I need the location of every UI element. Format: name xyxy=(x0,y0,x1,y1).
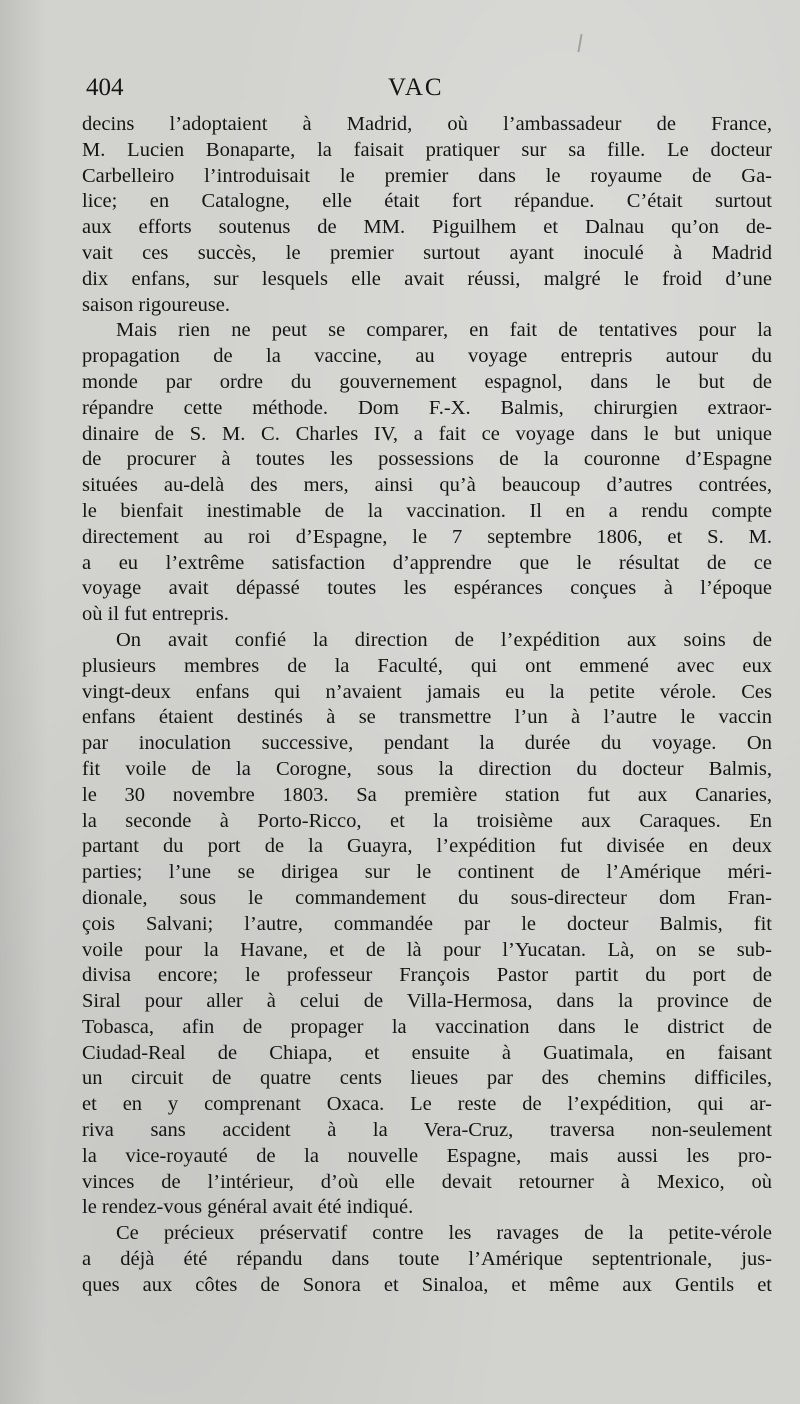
text-line: et en y comprenant Oxaca. Le reste de l’expédition, qui ar- xyxy=(82,1093,772,1116)
text-line: Ciudad-Real de Chiapa, et ensuite à Guatimala, en faisant xyxy=(82,1041,772,1064)
page-mark xyxy=(577,34,582,52)
text-line: dinaire de S. M. C. Charles IV, a fait ce voyage dans le but unique xyxy=(82,422,772,445)
body-text xyxy=(82,112,772,1299)
text-line: le 30 novembre 1803. Sa première station fut aux Canaries, xyxy=(82,783,772,806)
text-line: a déjà été répandu dans toute l’Amérique septentrionale, jus- xyxy=(82,1248,772,1271)
text-line: divisa encore; le professeur François Pastor partit du port de xyxy=(82,964,772,987)
text-line: la seconde à Porto-Ricco, et la troisième aux Caraques. En xyxy=(82,809,772,832)
text-line: le bienfait inestimable de la vaccination. Il en a rendu compte xyxy=(82,499,772,522)
text-line: un circuit de quatre cents lieues par des chemins difficiles, xyxy=(82,1067,772,1090)
text-line: Ce précieux préservatif contre les ravages de la petite-vérole xyxy=(116,1222,772,1245)
page-header xyxy=(86,70,766,106)
text-line: vait ces succès, le premier surtout ayant inoculé à Madrid xyxy=(82,241,772,264)
text-line: propagation de la vaccine, au voyage entrepris autour du xyxy=(82,345,772,368)
text-line: où il fut entrepris. xyxy=(82,603,229,626)
text-line: fit voile de la Corogne, sous la direction du docteur Balmis, xyxy=(82,757,772,780)
text-line: On avait confié la direction de l’expédition aux soins de xyxy=(116,628,772,651)
text-line: enfans étaient destinés à se transmettre l’un à l’autre le vaccin xyxy=(82,706,772,729)
text-line: a eu l’extrême satisfaction d’apprendre que le résultat de ce xyxy=(82,551,772,574)
text-line: Mais rien ne peut se comparer, en fait de tentatives pour la xyxy=(116,319,772,342)
text-line: parties; l’une se dirigea sur le continent de l’Amérique méri- xyxy=(82,861,772,884)
text-line: Tobasca, afin de propager la vaccination dans le district de xyxy=(82,1015,772,1038)
text-line: par inoculation successive, pendant la durée du voyage. On xyxy=(82,732,772,755)
text-line: dix enfans, sur lesquels elle avait réussi, malgré le froid d’une xyxy=(82,267,772,290)
text-line: ques aux côtes de Sonora et Sinaloa, et même aux Gentils et xyxy=(82,1273,772,1296)
text-line: lice; en Catalogne, elle était fort répandue. C’était surtout xyxy=(82,190,772,213)
text-line: partant du port de la Guayra, l’expédition fut divisée en deux xyxy=(82,835,772,858)
text-line: dionale, sous le commandement du sous-directeur dom Fran- xyxy=(82,886,772,909)
text-line: répandre cette méthode. Dom F.-X. Balmis, chirurgien extraor- xyxy=(82,396,772,419)
text-line: voile pour la Havane, et de là pour l’Yucatan. Là, on se sub- xyxy=(82,938,772,961)
text-line: Carbelleiro l’introduisait le premier dans le royaume de Ga- xyxy=(82,164,772,187)
text-line: monde par ordre du gouvernement espagnol, dans le but de xyxy=(82,370,772,393)
text-line: decins l’adoptaient à Madrid, où l’ambassadeur de France, xyxy=(82,113,772,135)
text-line: plusieurs membres de la Faculté, qui ont emmené avec eux xyxy=(82,654,772,677)
page-number: 404 xyxy=(86,74,124,101)
text-line: voyage avait dépassé toutes les espérances conçues à l’époque xyxy=(82,577,772,600)
text-line: Siral pour aller à celui de Villa-Hermosa, dans la province de xyxy=(82,990,772,1013)
page-spine-shadow xyxy=(0,0,48,1404)
text-line: riva sans accident à la Vera-Cruz, traversa non-seulement xyxy=(82,1119,772,1142)
running-head: VAC xyxy=(388,74,444,101)
text-line: directement au roi d’Espagne, le 7 septembre 1806, et S. M. xyxy=(82,525,772,548)
text-line: le rendez-vous général avait été indiqué. xyxy=(82,1196,414,1219)
text-line: vingt-deux enfans qui n’avaient jamais eu la petite vérole. Ces xyxy=(82,680,772,703)
text-line: la vice-royauté de la nouvelle Espagne, mais aussi les pro- xyxy=(82,1144,772,1167)
text-line: vinces de l’intérieur, d’où elle devait retourner à Mexico, où xyxy=(82,1170,772,1193)
text-line: saison rigoureuse. xyxy=(82,293,231,316)
text-line: M. Lucien Bonaparte, la faisait pratiquer sur sa fille. Le docteur xyxy=(82,138,772,161)
text-line: çois Salvani; l’autre, commandée par le docteur Balmis, fit xyxy=(82,912,772,935)
text-line: situées au-delà des mers, ainsi qu’à beaucoup d’autres contrées, xyxy=(82,474,772,497)
text-line: aux efforts soutenus de MM. Piguilhem et Dalnau qu’on de- xyxy=(82,216,772,239)
text-line: de procurer à toutes les possessions de la couronne d’Espagne xyxy=(82,448,772,471)
